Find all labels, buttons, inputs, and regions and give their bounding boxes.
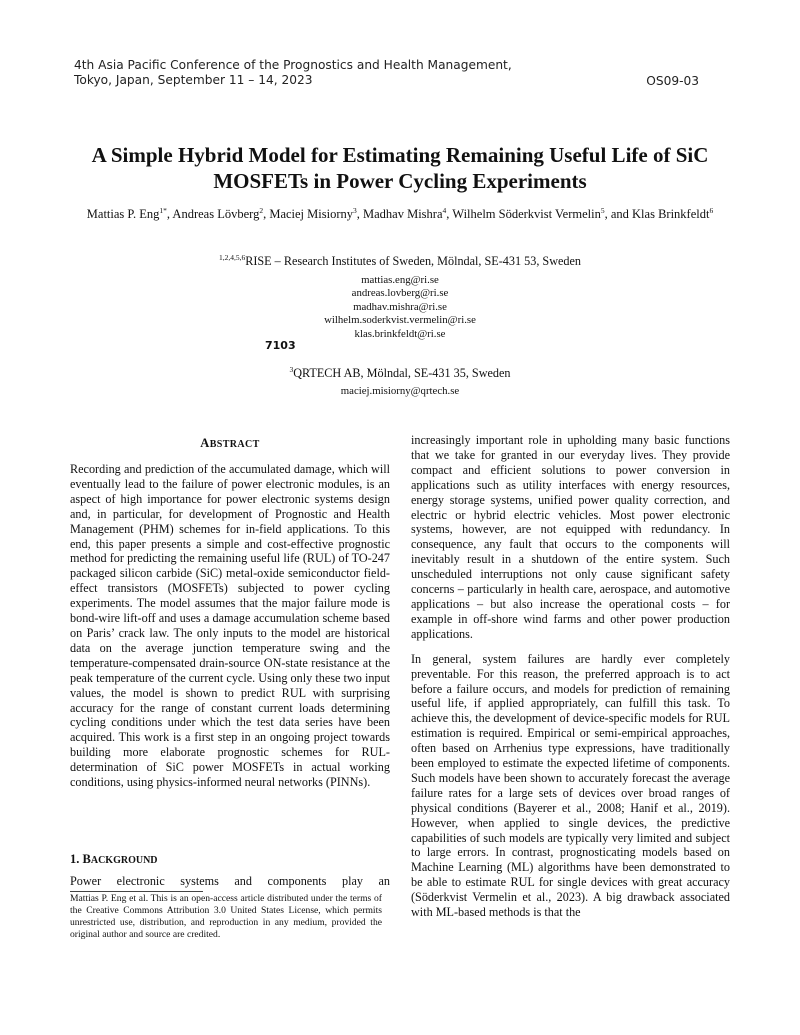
abstract-paragraph: Recording and prediction of the accumulated damage, which will eventually lead to the failure of power electronic modules, is an aspect of high importance for power electronic systems design and, in particular, for development of Prognostic and Health Management (PHM) schemes for in-field applications. To this end, this paper presents a simple and cost-effective prognostic method for predicting the remaining useful life (RUL) of TO-247 packaged silicon carbide (SiC) metal-oxide semiconductor field-effect transistors (MOSFETs) subjected to power cycling experiments. The model assumes that the major failure mode is bond-wire lift-off and uses a damage accumulation scheme based on Paris’ crack law. The only inputs to the model are historical data on the average junction temperature swing and the temperature-compensated drain-source ON-state resistance at the peak temperature of the current cycle. Using only these two input values, the model is shown to predict RUL with surprising accuracy for the range of constant current loads determining cycling conditions under which the test data series have been acquired. This work is a first step in an ongoing project towards building more elaborate prognostic schemes for RUL-determination of SiC power MOSFETs in actual working conditions, using physics-informed neural networks (PINNs). — [70, 462, 390, 790]
author-sup: 5 — [600, 205, 605, 215]
author-name: Wilhelm Söderkvist Vermelin — [452, 207, 601, 221]
license-footnote: Mattias P. Eng et al. This is an open-access article distributed under the terms of the Creative Commons Attribution 3.0 United States License, which permits unrestricted use, distribution, and reproduction in any medium, provided the original author and source are credited. — [70, 893, 382, 940]
footnote-divider — [70, 891, 203, 892]
conference-line-2: Tokyo, Japan, September 11 – 14, 2023 — [74, 72, 313, 87]
author-sup: 4 — [442, 205, 447, 215]
email-address: klas.brinkfeldt@ri.se — [354, 327, 446, 340]
affiliation-text: RISE – Research Institutes of Sweden, Mölndal, SE-431 53, Sweden — [245, 254, 582, 268]
body-paragraph: increasingly important role in upholding many basic functions that we take for granted in our everyday lives. They provide compact and efficient solutions to power conversion in applications such as utility interfaces with energy resources, energy storage systems, unified power quality correction, and electric or hybrid electric vehicles. Most power electronic systems, however, are not equipped with redundancy. In consequence, any fault that occurs to the components will inevitably result in a shutdown of the entire system. Such unscheduled interruptions not only cause significant safety concerns – particularly in health care, aerospace, and automotive applications – but also increase the operational costs – for example in off-shore wind farms and other power production applications. — [411, 433, 730, 641]
affiliation-sup: 3 — [289, 364, 294, 374]
email-address: andreas.lovberg@ri.se — [351, 287, 449, 300]
conference-line-1: 4th Asia Pacific Conference of the Prognostics and Health Management, — [74, 58, 512, 72]
abstract-body — [70, 462, 390, 800]
email-address-qrtech: maciej.misiorny@qrtech.se — [340, 385, 460, 397]
affiliation-qrtech — [0, 366, 800, 380]
author-name: Maciej Misiorny — [269, 207, 353, 221]
author-list — [80, 207, 720, 222]
author-sep: , — [356, 207, 363, 221]
affiliation-rise — [0, 254, 800, 268]
conference-header — [74, 58, 512, 87]
paper-title: A Simple Hybrid Model for Estimating Remaining Useful Life of SiC MOSFETs in Power Cycling Experiments — [91, 143, 709, 193]
email-address: wilhelm.soderkvist.vermelin@ri.se — [324, 314, 476, 327]
page-marker: 7103 — [265, 339, 296, 352]
author-sep: , and — [604, 207, 633, 221]
email-address: madhav.mishra@ri.se — [353, 300, 447, 313]
author-sup: 2 — [259, 205, 264, 215]
body-paragraph: In general, system failures are hardly ever completely preventable. For this reason, the preferred approach is to act before a failure occurs, and models for prediction of remaining useful life, if applied appropriately, can fulfill this task. To achieve this, the development of device-specific models for RUL estimation is required. Empirical or semi-empirical approaches, often based on Arrhenius type expressions, have traditionally been employed to estimate the expected lifetime of components. Such models have been shown to accurately forecast the average failure rates for a large sets of devices over broad ranges of physical conditions (Bayerer et al., 2008; Hanif et al., 2019). However, when applied to single devices, the predictive capabilities of such models are typically very limited and subject to large errors. In contrast, prognosticating models based on Machine Learning (ML) algorithms have been demonstrated to be able to estimate RUL for single devices with great accuracy (Söderkvist Vermelin et al., 2023). A big drawback associated with ML-based methods is that the — [411, 651, 730, 920]
author-sup: 3 — [353, 205, 357, 215]
author-name: Klas Brinkfeldt — [632, 207, 710, 221]
email-list-rise — [0, 274, 800, 341]
section-heading-rest: ACKGROUND — [90, 855, 158, 866]
section-heading-num: 1. B — [70, 852, 91, 866]
background-first-line: Power electronic systems and components play an — [70, 874, 390, 888]
email-address: mattias.eng@ri.se — [361, 274, 439, 286]
author-name: Mattias P. Eng — [86, 207, 160, 221]
right-column-body — [411, 433, 730, 930]
abstract-heading-initial: A — [200, 436, 210, 450]
author-name: Madhav Mishra — [363, 207, 443, 221]
author-sup: 6 — [709, 205, 714, 215]
author-sep: , — [263, 207, 270, 221]
abstract-heading-rest: BSTRACT — [209, 439, 260, 450]
abstract-heading — [70, 436, 390, 451]
affiliation-text: QRTECH AB, Mölndal, SE-431 35, Sweden — [293, 366, 511, 380]
paper-id: OS09-03 — [646, 74, 699, 88]
author-name: Andreas Lövberg — [172, 207, 260, 221]
author-sep: , — [446, 207, 453, 221]
author-sup: 1* — [159, 205, 167, 215]
affiliation-sup: 1,2,4,5,6 — [218, 252, 246, 262]
section-heading-background — [70, 852, 158, 867]
author-sep: , — [166, 207, 173, 221]
